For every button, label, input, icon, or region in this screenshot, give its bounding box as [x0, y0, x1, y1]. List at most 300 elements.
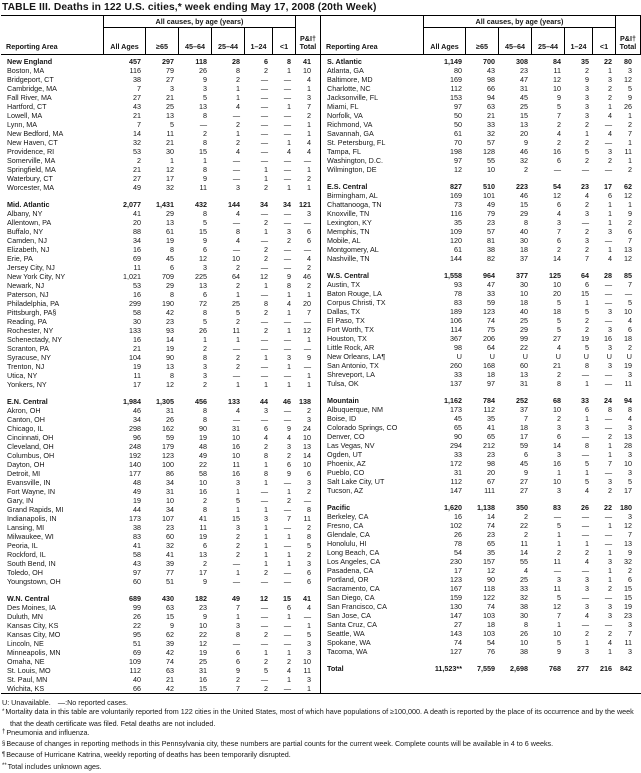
reporting-area-cell: Columbus, OH — [7, 451, 55, 460]
city-row — [1, 603, 320, 612]
pni-total-header — [615, 16, 640, 54]
count-cell: 34 — [260, 200, 268, 209]
count-cell: 510 — [483, 182, 495, 191]
count-cell: 12 — [199, 639, 207, 648]
city-row — [1, 129, 320, 138]
table-header — [1, 15, 641, 55]
count-cell: — — [303, 612, 311, 621]
count-cell: 8 — [264, 451, 268, 460]
count-cell: 13 — [303, 442, 311, 451]
count-cell: 2 — [203, 496, 207, 505]
count-cell: 26 — [624, 102, 632, 111]
count-cell: 49 — [232, 594, 240, 603]
count-cell: — — [260, 612, 268, 621]
count-cell: 98 — [454, 343, 462, 352]
reporting-area-cell: Gary, IN — [7, 496, 34, 505]
reporting-area-cell: Denver, CO — [327, 432, 365, 441]
count-cell: 33 — [454, 450, 462, 459]
reporting-area-cell: Baltimore, MD — [327, 75, 373, 84]
count-cell: 122 — [483, 593, 495, 602]
count-cell: 1 — [264, 648, 268, 657]
count-cell: 1 — [264, 478, 268, 487]
section-gap — [1, 586, 320, 594]
count-cell: 1 — [307, 129, 311, 138]
count-cell: — — [283, 254, 291, 263]
count-cell: 15 — [199, 227, 207, 236]
count-cell: — — [604, 539, 612, 548]
count-cell: 8 — [236, 227, 240, 236]
count-cell: 9 — [203, 174, 207, 183]
count-cell: 17 — [520, 432, 528, 441]
count-cell: 11 — [303, 514, 311, 523]
count-cell: 8 — [585, 441, 589, 450]
count-cell: 179 — [162, 442, 174, 451]
section-gap — [1, 389, 320, 397]
count-cell: 6 — [236, 648, 240, 657]
count-cell: 12 — [553, 191, 561, 200]
count-cell: 6 — [524, 450, 528, 459]
reporting-area-cell: Pittsburgh, PA§ — [7, 308, 57, 317]
count-cell: 1,431 — [156, 200, 174, 209]
count-cell: 133 — [228, 397, 240, 406]
count-cell: 16 — [604, 334, 612, 343]
count-cell: 8 — [236, 66, 240, 75]
reporting-area-cell: Akron, OH — [7, 406, 41, 415]
reporting-area-cell: Tucson, AZ — [327, 486, 364, 495]
reporting-area-cell: Memphis, TN — [327, 227, 370, 236]
city-row — [1, 254, 320, 263]
count-cell: 2 — [287, 451, 291, 460]
count-cell: 2 — [585, 227, 589, 236]
reporting-area-cell: Shreveport, LA — [327, 370, 375, 379]
reporting-area-cell: Grand Rapids, MI — [7, 505, 64, 514]
count-cell: 15 — [520, 200, 528, 209]
count-cell: 2 — [524, 530, 528, 539]
reporting-area-cell: Cincinnati, OH — [7, 433, 54, 442]
count-cell: 2 — [608, 93, 612, 102]
count-cell: 22 — [520, 343, 528, 352]
count-cell: 1 — [628, 111, 632, 120]
city-row — [1, 272, 320, 281]
count-cell: 62 — [624, 182, 632, 191]
city-row — [321, 254, 641, 263]
count-cell: 10 — [520, 638, 528, 647]
count-cell: 4 — [608, 638, 612, 647]
count-cell: 3 — [628, 468, 632, 477]
reporting-area-cell: Total — [327, 664, 344, 673]
count-cell: 97 — [133, 568, 141, 577]
count-cell: 97 — [487, 379, 495, 388]
count-cell: 457 — [129, 57, 141, 66]
count-cell: 16 — [553, 147, 561, 156]
count-cell: 43 — [487, 66, 495, 75]
count-cell: 11 — [624, 147, 632, 156]
table-body — [1, 55, 641, 694]
section-gap — [321, 495, 641, 503]
count-cell: 9 — [203, 75, 207, 84]
count-cell: — — [283, 630, 291, 639]
count-cell: 12 — [624, 191, 632, 200]
reporting-area-cell: Corpus Christi, TX — [327, 298, 386, 307]
count-cell: 21 — [133, 344, 141, 353]
count-cell: 22 — [199, 630, 207, 639]
count-cell: 66 — [487, 84, 495, 93]
count-cell: 10 — [624, 459, 632, 468]
count-cell: 4 — [585, 191, 589, 200]
count-cell: 7 — [307, 102, 311, 111]
reporting-area-cell: W.S. Central — [327, 271, 369, 280]
count-cell: 3 — [307, 93, 311, 102]
count-cell: — — [260, 487, 268, 496]
count-cell: 25 — [199, 657, 207, 666]
count-cell: 3 — [557, 218, 561, 227]
count-cell: — — [283, 165, 291, 174]
count-cell: 59 — [166, 433, 174, 442]
count-cell: 1 — [287, 362, 291, 371]
count-cell: 49 — [133, 183, 141, 192]
col-header-all-ages: All Ages — [103, 28, 145, 54]
count-cell: 4 — [557, 129, 561, 138]
count-cell: 2 — [585, 325, 589, 334]
city-row — [1, 138, 320, 147]
count-cell: — — [232, 156, 240, 165]
footnote: †Pneumonia and influenza. — [2, 727, 90, 737]
count-cell: 4 — [307, 603, 311, 612]
count-cell: 3 — [236, 478, 240, 487]
count-cell: — — [260, 147, 268, 156]
count-cell: 1 — [307, 120, 311, 129]
count-cell: 67 — [487, 477, 495, 486]
count-cell: 4 — [628, 316, 632, 325]
count-cell: 74 — [487, 602, 495, 611]
count-cell: 8 — [203, 165, 207, 174]
count-cell: 69 — [133, 648, 141, 657]
reporting-area-cell: Nashville, TN — [327, 254, 370, 263]
count-cell: 1,984 — [123, 397, 141, 406]
count-cell: 90 — [199, 424, 207, 433]
city-row — [1, 147, 320, 156]
count-cell: 15 — [624, 584, 632, 593]
reporting-area-cell: Camden, NJ — [7, 236, 47, 245]
count-cell: 2 — [557, 245, 561, 254]
count-cell: 1 — [236, 335, 240, 344]
count-cell: 15 — [199, 147, 207, 156]
count-cell: 1 — [236, 129, 240, 138]
count-cell: 121 — [299, 200, 311, 209]
count-cell: 308 — [516, 57, 528, 66]
count-cell: 103 — [483, 611, 495, 620]
count-cell: 37 — [520, 405, 528, 414]
count-cell: 9 — [170, 621, 174, 630]
count-cell: — — [604, 165, 612, 174]
count-cell: 41 — [303, 594, 311, 603]
count-cell: 1 — [287, 308, 291, 317]
count-cell: — — [283, 335, 291, 344]
count-cell: 79 — [487, 209, 495, 218]
count-cell: 294 — [450, 441, 462, 450]
count-cell: 6 — [585, 280, 589, 289]
count-cell: 20 — [487, 468, 495, 477]
count-cell: 81 — [487, 236, 495, 245]
count-cell: 8 — [236, 630, 240, 639]
count-cell: 1 — [264, 281, 268, 290]
count-cell: 168 — [483, 361, 495, 370]
table-right-half — [321, 55, 641, 693]
count-cell: 20 — [303, 299, 311, 308]
count-cell: 31 — [166, 406, 174, 415]
count-cell: 29 — [520, 209, 528, 218]
count-cell: 15 — [283, 594, 291, 603]
count-cell: 1 — [264, 174, 268, 183]
count-cell: 162 — [162, 424, 174, 433]
reporting-area-cell: Providence, RI — [7, 147, 55, 156]
count-cell: 38 — [520, 647, 528, 656]
count-cell: — — [604, 280, 612, 289]
count-cell: 169 — [450, 191, 462, 200]
count-cell: 13 — [199, 102, 207, 111]
count-cell: 4 — [608, 254, 612, 263]
reporting-area-cell: Trenton, NJ — [7, 362, 45, 371]
count-cell: 2 — [236, 550, 240, 559]
count-cell: 2 — [608, 584, 612, 593]
col-header-1-24: 1–24 — [564, 28, 592, 54]
count-cell: 8 — [628, 405, 632, 414]
reporting-area-cell: Norfolk, VA — [327, 111, 363, 120]
count-cell: 11 — [520, 539, 528, 548]
header-right-half — [321, 16, 641, 54]
reporting-area-cell: Utica, NY — [7, 371, 38, 380]
count-cell: 1 — [608, 566, 612, 575]
count-cell: 367 — [450, 334, 462, 343]
section-total-row — [1, 57, 320, 66]
city-row — [321, 129, 641, 138]
count-cell: 1 — [585, 638, 589, 647]
count-cell: 14 — [553, 441, 561, 450]
count-cell: — — [604, 138, 612, 147]
count-cell: 430 — [162, 594, 174, 603]
count-cell: 3 — [557, 423, 561, 432]
city-row — [1, 156, 320, 165]
col-header-ge65: ≥65 — [465, 28, 498, 54]
count-cell: 41 — [199, 514, 207, 523]
count-cell: 20 — [133, 218, 141, 227]
count-cell: 41 — [487, 423, 495, 432]
count-cell: 16 — [133, 245, 141, 254]
city-row — [1, 84, 320, 93]
city-row — [1, 505, 320, 514]
count-cell: 2 — [236, 675, 240, 684]
count-cell: 9 — [557, 93, 561, 102]
count-cell: 4 — [628, 414, 632, 423]
count-cell: 7 — [137, 120, 141, 129]
count-cell: 42 — [166, 684, 174, 693]
count-cell: 101 — [483, 191, 495, 200]
city-row — [321, 521, 641, 530]
reporting-area-cell: Dayton, OH — [7, 460, 45, 469]
count-cell: — — [260, 111, 268, 120]
count-cell: 58 — [199, 469, 207, 478]
count-cell: 32 — [520, 156, 528, 165]
count-cell: — — [260, 362, 268, 371]
count-cell: — — [260, 290, 268, 299]
count-cell: 2 — [307, 111, 311, 120]
count-cell: 4 — [236, 406, 240, 415]
count-cell: 7 — [628, 236, 632, 245]
city-row — [321, 512, 641, 521]
count-cell: 1 — [264, 559, 268, 568]
count-cell: 90 — [166, 353, 174, 362]
count-cell: 72 — [199, 299, 207, 308]
count-cell: 35 — [487, 548, 495, 557]
count-cell: 2 — [608, 629, 612, 638]
city-row — [1, 174, 320, 183]
count-cell: 112 — [483, 405, 495, 414]
count-cell: 2 — [236, 353, 240, 362]
count-cell: 17 — [133, 380, 141, 389]
count-cell: 190 — [162, 299, 174, 308]
count-cell: — — [199, 120, 207, 129]
count-cell: 64 — [487, 343, 495, 352]
count-cell: U — [522, 352, 528, 361]
footnote: **Total includes unknown ages. — [2, 761, 102, 771]
city-row — [321, 343, 641, 352]
count-cell: 10 — [303, 66, 311, 75]
count-cell: 11 — [553, 557, 561, 566]
section-total-row — [1, 200, 320, 209]
city-row — [1, 263, 320, 272]
count-cell: 30 — [520, 611, 528, 620]
city-row — [1, 66, 320, 75]
count-cell: 7,559 — [477, 664, 495, 673]
count-cell: 3 — [585, 102, 589, 111]
count-cell: 2 — [628, 566, 632, 575]
city-row — [321, 468, 641, 477]
count-cell: 99 — [133, 603, 141, 612]
count-cell: 127 — [450, 647, 462, 656]
count-cell: 31 — [454, 468, 462, 477]
count-cell: 12 — [166, 380, 174, 389]
count-cell: 3 — [628, 423, 632, 432]
count-cell: 230 — [450, 557, 462, 566]
count-cell: 2 — [264, 245, 268, 254]
reporting-area-cell: Boise, ID — [327, 414, 357, 423]
count-cell: 8 — [203, 406, 207, 415]
reporting-area-cell: Baton Rouge, LA — [327, 289, 382, 298]
count-cell: — — [260, 603, 268, 612]
count-cell: 9 — [236, 666, 240, 675]
count-cell: 35 — [487, 414, 495, 423]
count-cell: 46 — [303, 272, 311, 281]
count-cell: 28 — [604, 271, 612, 280]
count-cell: — — [232, 218, 240, 227]
reporting-area-cell: New Orleans, LA¶ — [327, 352, 386, 361]
count-cell: 51 — [133, 639, 141, 648]
count-cell: 182 — [195, 594, 207, 603]
count-cell: 2 — [557, 120, 561, 129]
count-cell: 2 — [307, 523, 311, 532]
reporting-area-cell: Allentown, PA — [7, 218, 52, 227]
count-cell: 14 — [166, 335, 174, 344]
count-cell: 15 — [232, 514, 240, 523]
count-cell: 6 — [557, 156, 561, 165]
reporting-area-cell: Canton, OH — [7, 415, 45, 424]
count-cell: 6 — [287, 603, 291, 612]
count-cell: 45 — [166, 254, 174, 263]
count-cell: 260 — [450, 361, 462, 370]
count-cell: 60 — [133, 577, 141, 586]
count-cell: 21 — [487, 111, 495, 120]
count-cell: 58 — [133, 550, 141, 559]
reporting-area-cell: Newark, NJ — [7, 281, 45, 290]
footnote-marker: ¶ — [2, 751, 6, 758]
count-cell: — — [283, 209, 291, 218]
city-row — [1, 630, 320, 639]
count-cell: 23 — [166, 523, 174, 532]
reporting-area-cell: E.S. Central — [327, 182, 368, 191]
reporting-area-cell: Cleveland, OH — [7, 442, 54, 451]
count-cell: 3 — [608, 611, 612, 620]
reporting-area-cell: Albany, NY — [7, 209, 43, 218]
city-row — [321, 638, 641, 647]
count-cell: 167 — [450, 584, 462, 593]
count-cell: — — [303, 218, 311, 227]
city-row — [321, 66, 641, 75]
count-cell: 3 — [203, 84, 207, 93]
count-cell: 9 — [557, 647, 561, 656]
count-cell: 3 — [628, 370, 632, 379]
city-row — [321, 120, 641, 129]
reporting-area-cell: Jersey City, NJ — [7, 263, 55, 272]
count-cell: 1 — [264, 165, 268, 174]
reporting-area-cell: Fall River, MA — [7, 93, 52, 102]
count-cell: 6 — [203, 290, 207, 299]
count-cell: 76 — [487, 647, 495, 656]
reporting-area-cell: Worcester, MA — [7, 183, 54, 192]
reporting-area-cell: Omaha, NE — [7, 657, 45, 666]
count-cell: 2 — [608, 486, 612, 495]
count-cell: 3 — [307, 559, 311, 568]
city-row — [321, 289, 641, 298]
count-cell: 8 — [203, 111, 207, 120]
count-cell: — — [581, 450, 589, 459]
count-cell: 1 — [628, 138, 632, 147]
reporting-area-cell: Fort Wayne, IN — [7, 487, 56, 496]
count-cell: 7 — [608, 459, 612, 468]
count-cell: 206 — [483, 334, 495, 343]
count-cell: 18 — [520, 298, 528, 307]
count-cell: 23 — [520, 66, 528, 75]
count-cell: 9 — [287, 469, 291, 478]
count-cell: 2 — [585, 200, 589, 209]
count-cell: 6 — [264, 57, 268, 66]
count-cell: 7 — [557, 611, 561, 620]
count-cell: 34 — [133, 415, 141, 424]
count-cell: 1 — [287, 487, 291, 496]
count-cell: 3 — [170, 84, 174, 93]
count-cell: 3 — [608, 75, 612, 84]
count-cell: 252 — [516, 396, 528, 405]
city-row — [1, 523, 320, 532]
footnote-marker: ** — [2, 763, 7, 770]
count-cell: 60 — [520, 361, 528, 370]
city-row — [321, 602, 641, 611]
section-gap — [321, 656, 641, 664]
count-cell: — — [553, 165, 561, 174]
city-row — [321, 629, 641, 638]
count-cell: 8 — [287, 281, 291, 290]
city-row — [321, 227, 641, 236]
footnotes — [1, 694, 641, 773]
